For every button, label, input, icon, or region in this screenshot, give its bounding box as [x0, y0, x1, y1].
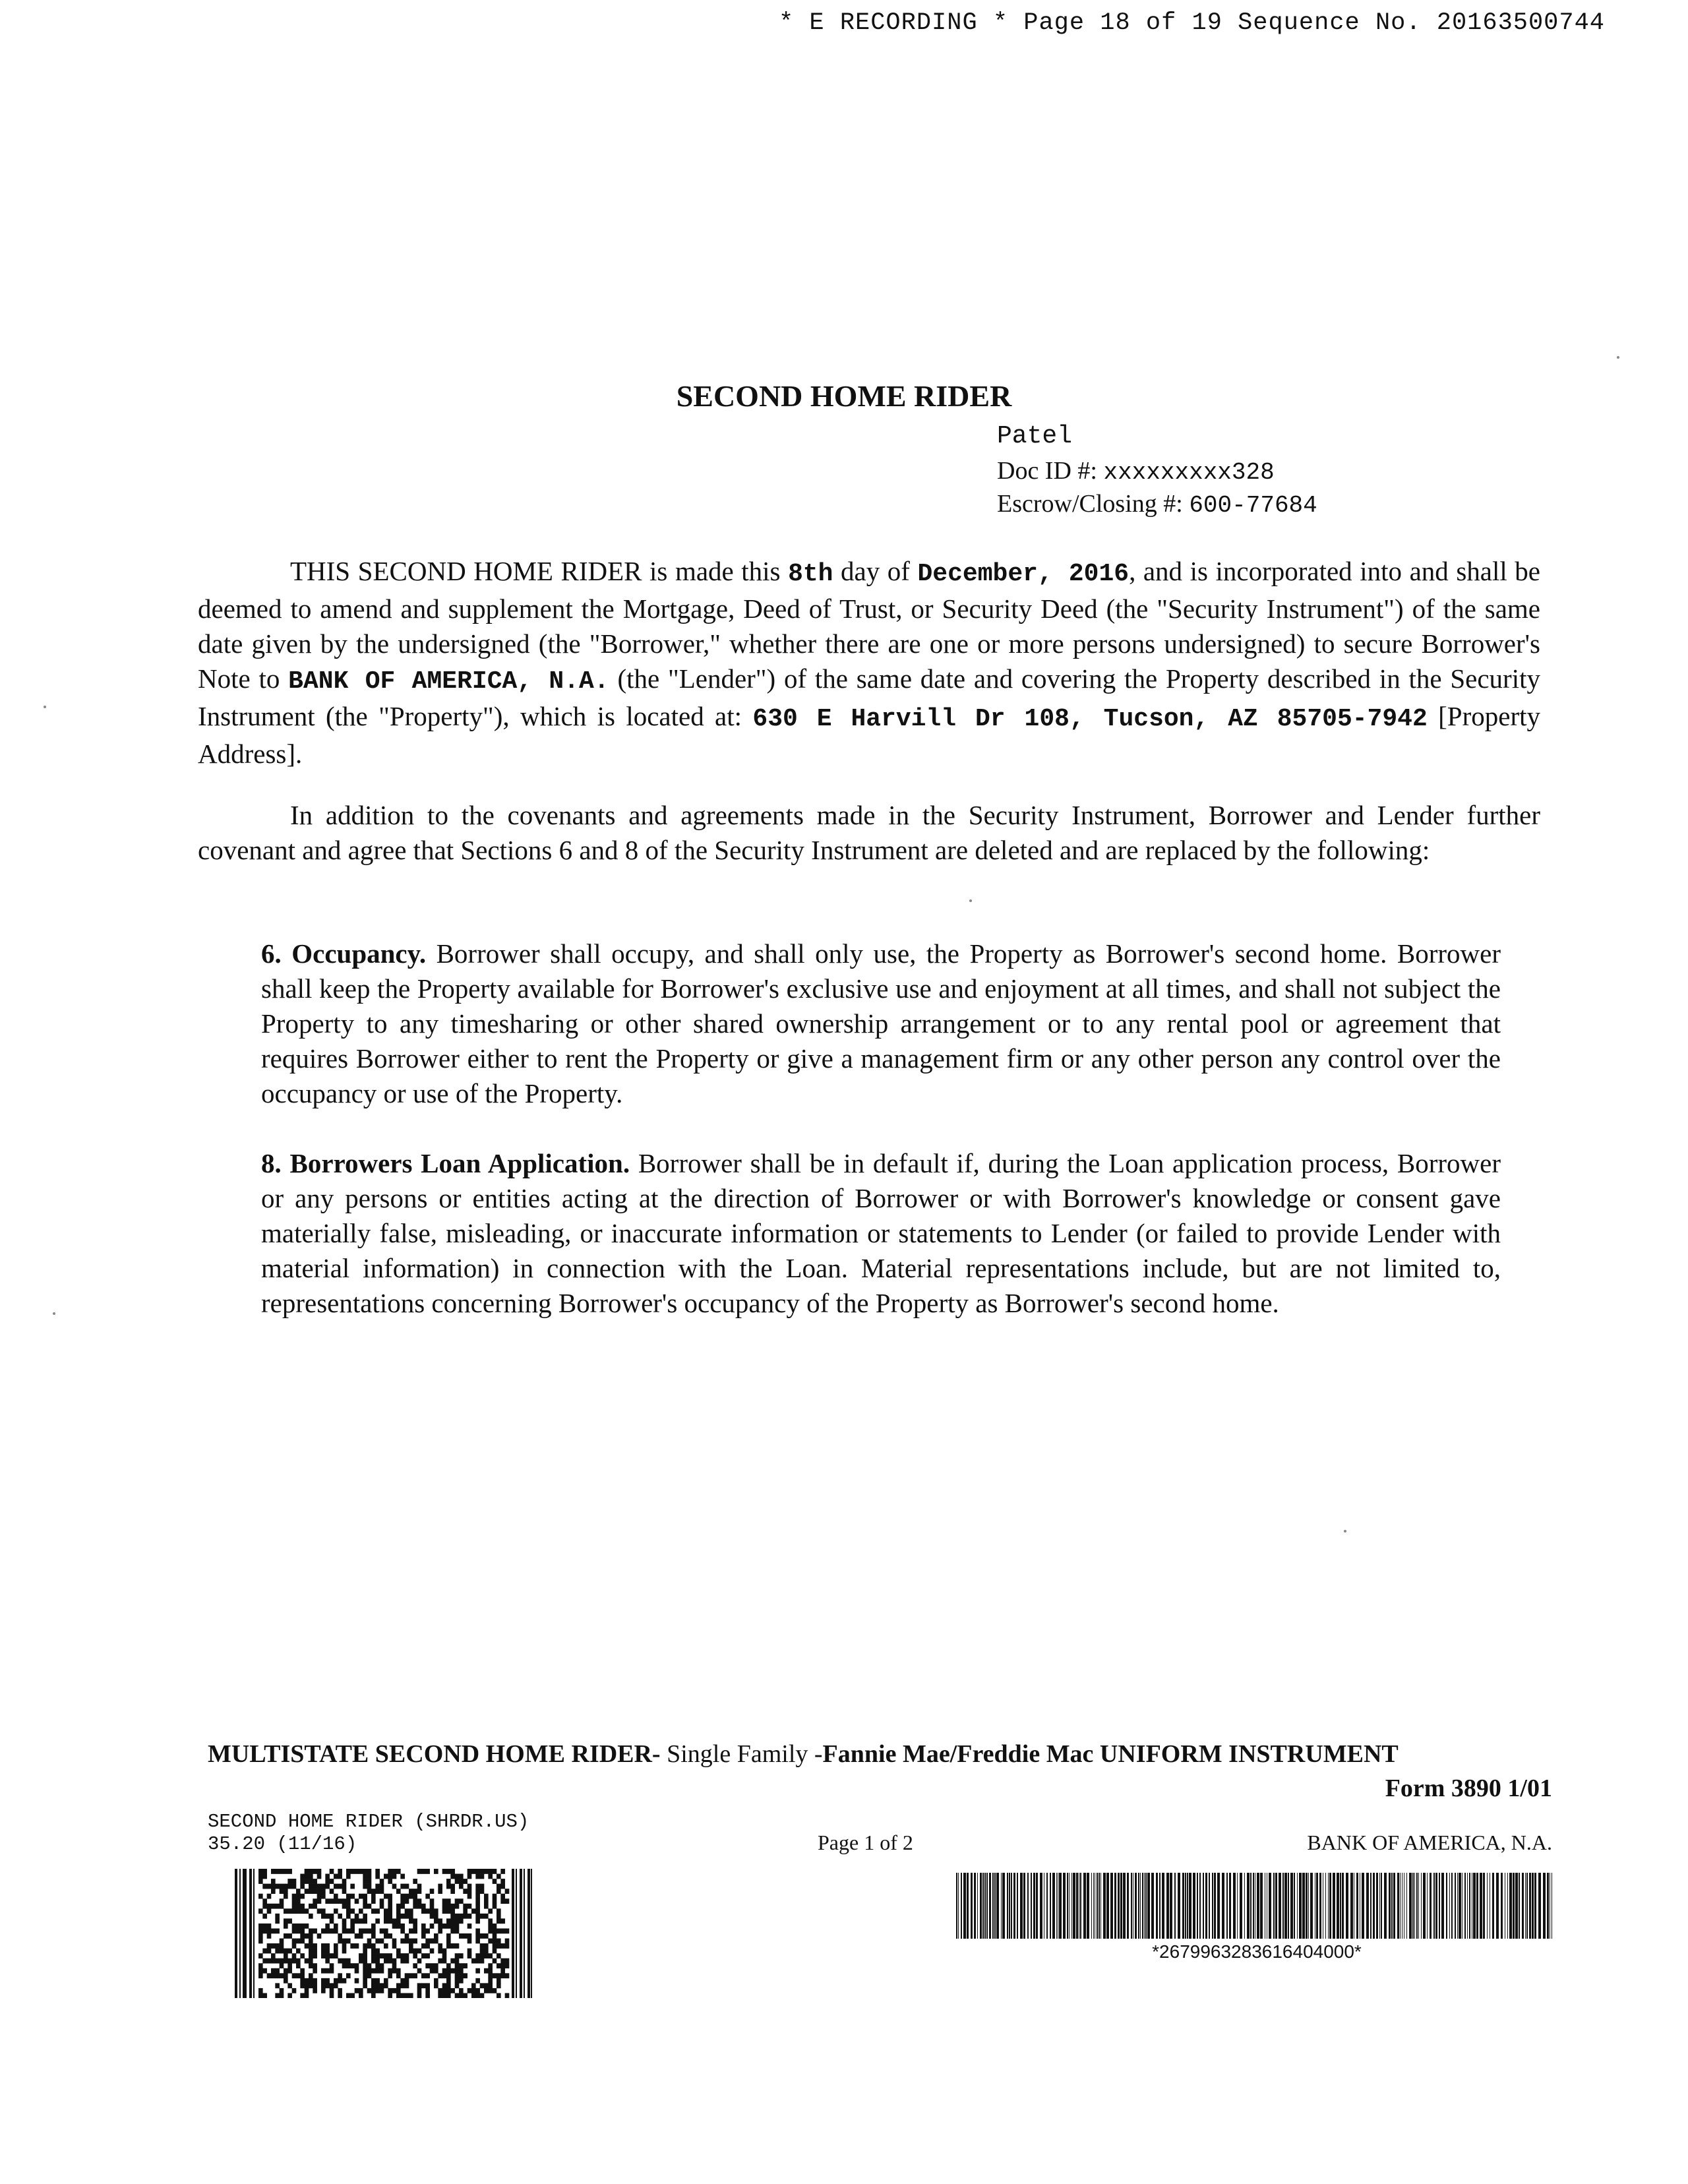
- section-heading: 8. Borrowers Loan Application.: [261, 1148, 630, 1178]
- rider-day: 8th: [788, 560, 833, 588]
- lender-name: BANK OF AMERICA, N.A.: [288, 667, 609, 696]
- escrow-value: 600-77684: [1189, 492, 1317, 519]
- document-title: SECOND HOME RIDER: [676, 379, 1012, 413]
- doc-id-value: xxxxxxxxx328: [1103, 459, 1275, 486]
- covenant-paragraph: In addition to the covenants and agreements made in the Security Instrument, Borrower and Lender further covenant and agree that Sections 6 and 8 of the Security Instrument are deleted and are replaced by the following:: [198, 800, 1540, 865]
- rider-month-year: December, 2016: [917, 560, 1130, 588]
- scan-speck: [53, 1312, 55, 1315]
- scan-speck: [969, 899, 972, 902]
- scan-speck: [1617, 356, 1619, 359]
- section-occupancy: [261, 936, 1501, 1111]
- page-number: Page 1 of 2: [818, 1831, 913, 1854]
- form-code: SECOND HOME RIDER (SHRDR.US) 35.20 (11/16): [208, 1811, 529, 1855]
- footer-lender-name: BANK OF AMERICA, N.A.: [1307, 1831, 1552, 1854]
- section-loan-application: [261, 1146, 1501, 1321]
- escrow-label: Escrow/Closing #:: [997, 490, 1183, 518]
- recording-header: * E RECORDING * Page 18 of 19 Sequence No. 20163500744: [779, 9, 1605, 37]
- barcode-number: *2679963283616404000*: [1152, 1941, 1362, 1962]
- scan-speck: [1344, 1530, 1346, 1532]
- doc-id-label: Doc ID #:: [997, 457, 1097, 485]
- form-number: Form 3890 1/01: [1385, 1774, 1552, 1802]
- escrow-line: [997, 489, 1317, 519]
- scan-speck: [44, 706, 46, 708]
- barcode-icon: [956, 1873, 1557, 1939]
- section-heading: 6. Occupancy.: [261, 938, 427, 969]
- pdf417-barcode-icon: [235, 1869, 533, 1998]
- doc-id-line: [997, 456, 1275, 486]
- intro-paragraph: THIS SECOND HOME RIDER is made this 8th day of December, 2016, and is incorporated into and shall be deemed to amend and supplement the Mortgage, Deed of Trust, or Security Deed (the "Security Instrument") of the same date given by the undersigned (the "Borrower," whether there are one or more persons undersigned) to secure Borrower's Note to BANK OF AMERICA, N.A. (the "Lender") of the same date and covering the Property described in the Security Instrument (the "Property"), which is located at: 630 E Harvill Dr 108, Tucson, AZ 85705-7942 [Property Address].: [198, 556, 1540, 769]
- property-address: 630 E Harvill Dr 108, Tucson, AZ 85705-7942: [752, 705, 1428, 733]
- section-text: Borrower shall occupy, and shall only use, the Property as Borrower's second home. Borrower shall keep the Property available for Borrower's exclusive use and enjoyment at all times, and shall not subject the Property to any timesharing or other shared ownership arrangement or to any rental pool or agreement that requires Borrower either to rent the Property or give a management firm or any other person any control over the occupancy or use of the Property.: [261, 938, 1501, 1108]
- section-text: Borrower shall be in default if, during the Loan application process, Borrower or any persons or entities acting at the direction of Borrower or with Borrower's knowledge or consent gave materially false, misleading, or inaccurate information or statements to Lender (or failed to provide Lender with material information) in connection with the Loan. Material representations include, but are not limited to, representations concerning Borrower's occupancy of the Property as Borrower's second home.: [261, 1148, 1501, 1318]
- borrower-name: Patel: [997, 422, 1073, 450]
- footer-form-title: MULTISTATE SECOND HOME RIDER- Single Family -Fannie Mae/Freddie Mac UNIFORM INSTRUMENT: [208, 1740, 1399, 1768]
